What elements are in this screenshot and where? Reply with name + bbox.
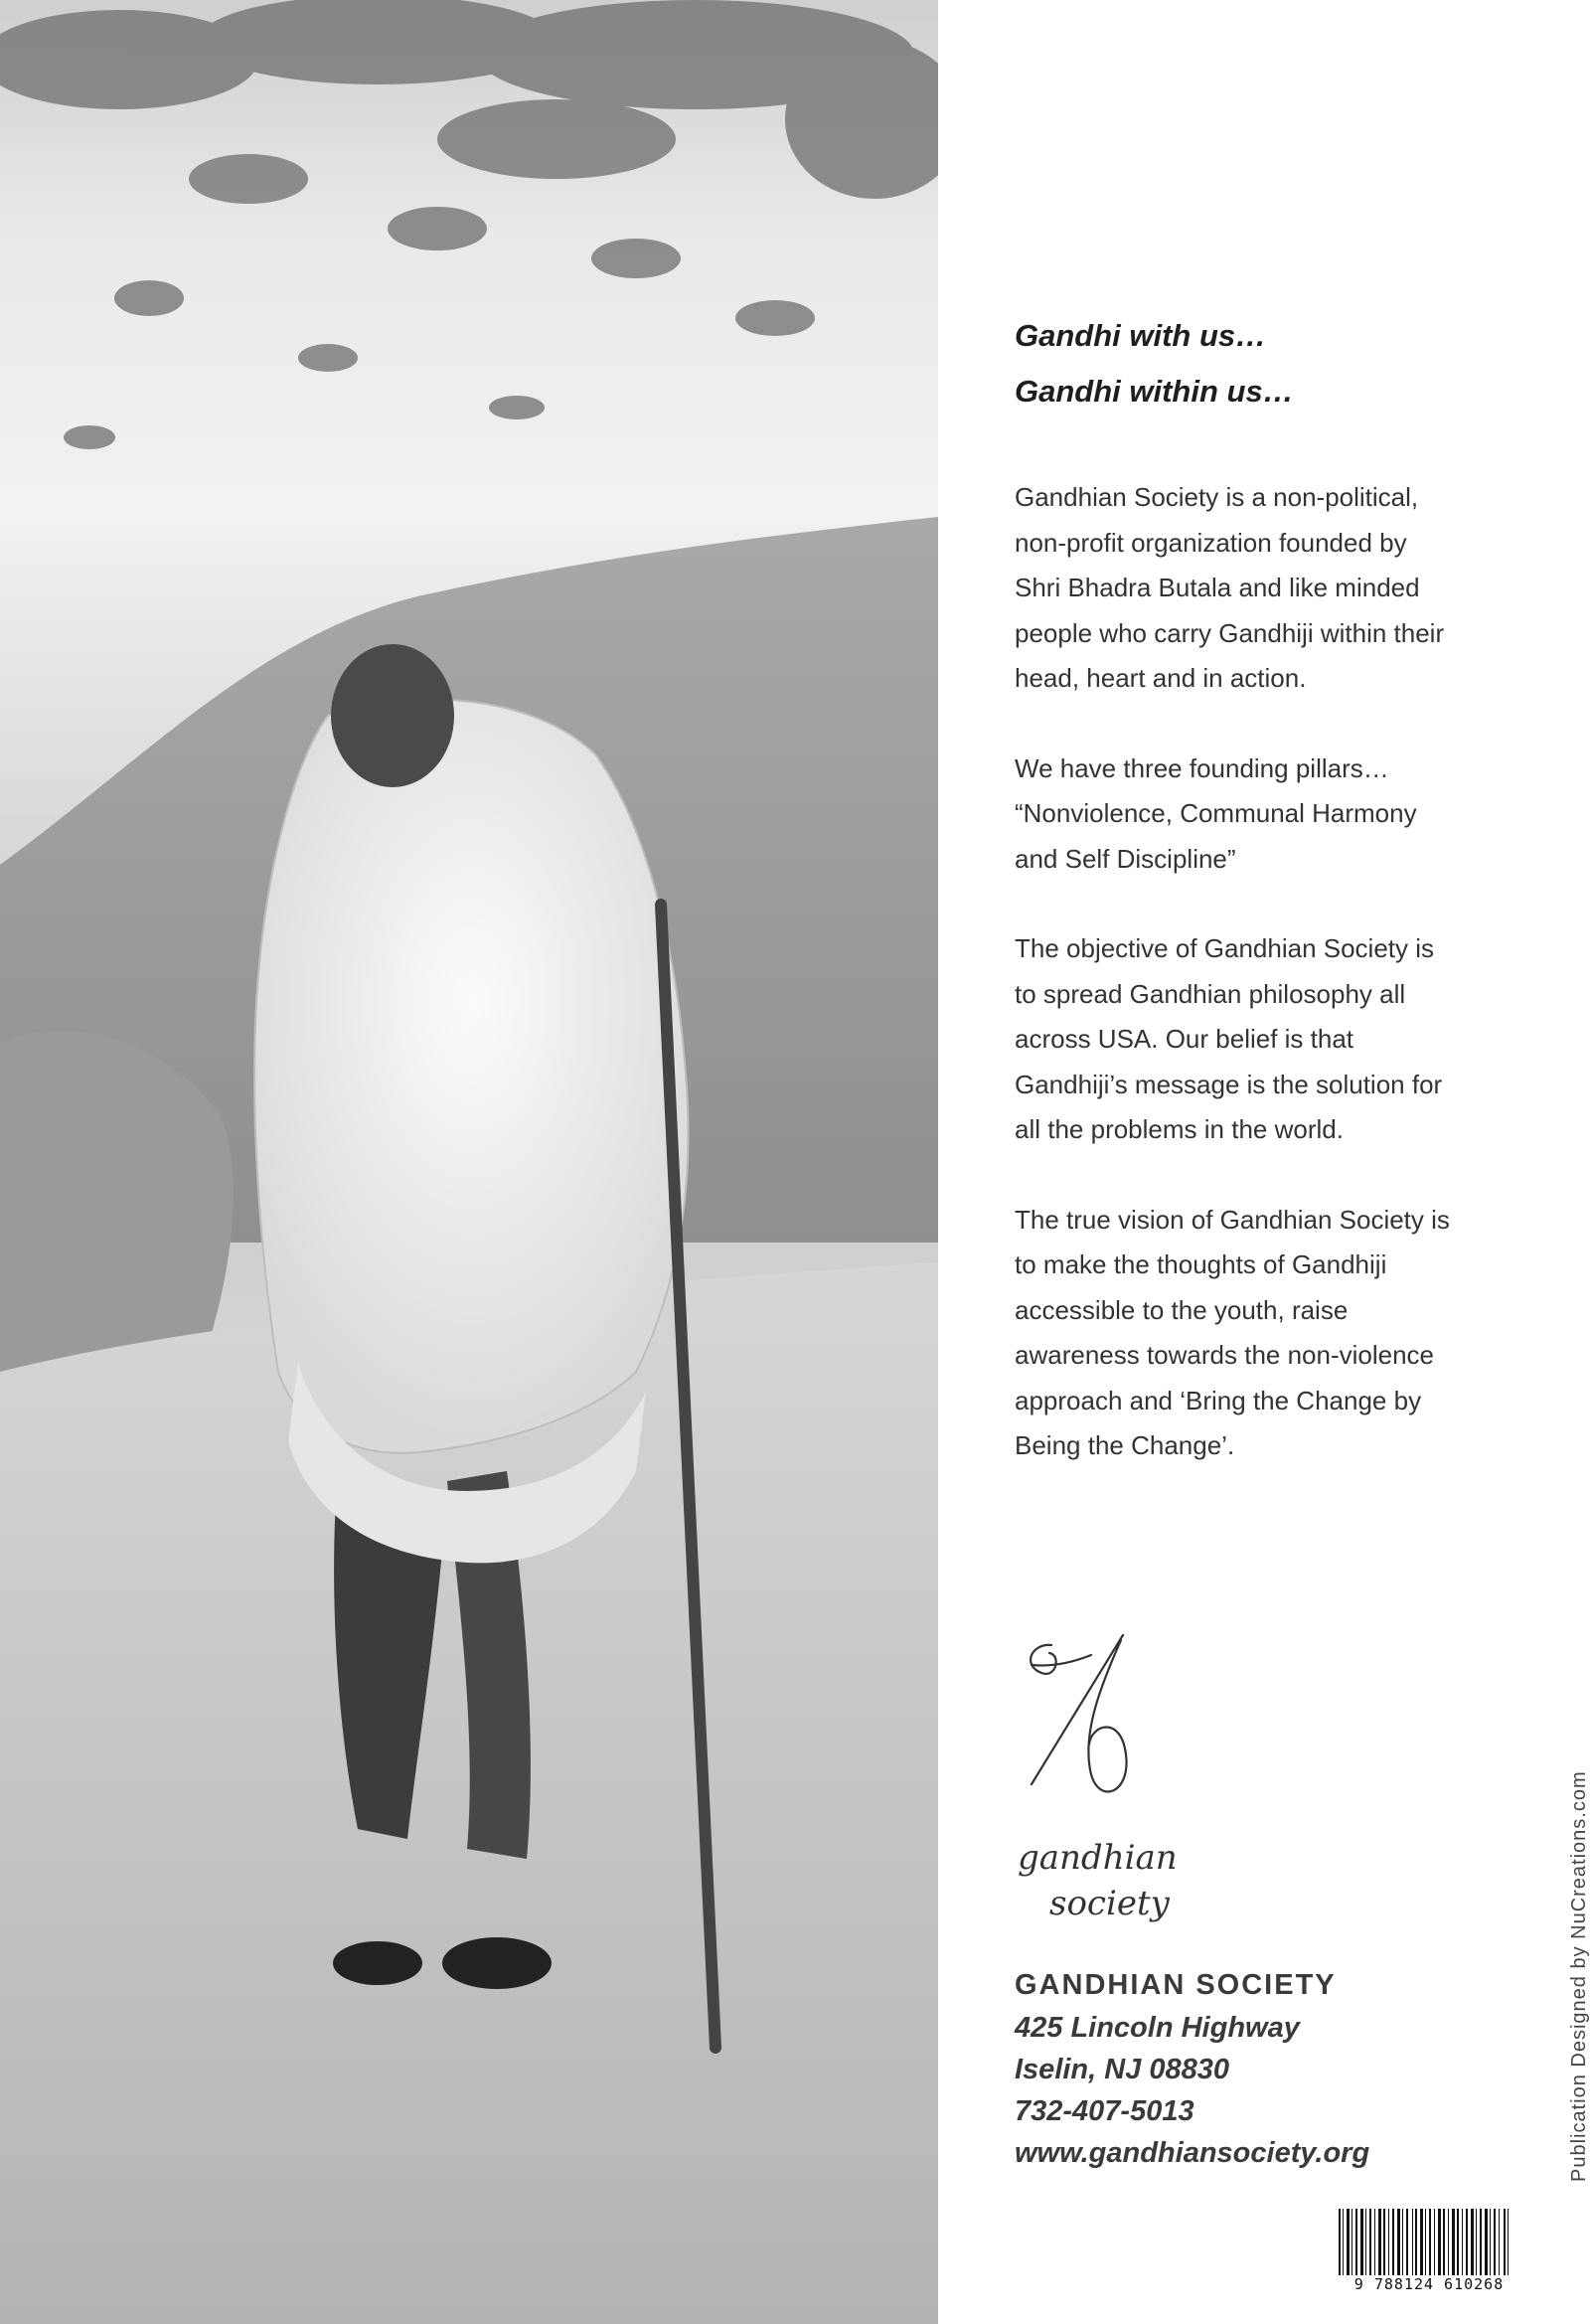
phone-number: 732-407-5013	[1015, 2095, 1194, 2127]
text-line: and Self Discipline”	[1015, 843, 1236, 874]
text-line: people who carry Gandhiji within their	[1015, 617, 1445, 648]
text-line: We have three founding pillars…	[1015, 752, 1389, 783]
tagline	[1015, 308, 1531, 419]
text-line: non-profit organization founded by	[1015, 527, 1407, 558]
text-line: Being the Change’.	[1015, 1430, 1235, 1460]
text-line: head, heart and in action.	[1015, 663, 1307, 693]
publication-credit: Publication Designed by NuCreations.com	[1568, 1770, 1590, 2182]
tagline-line-2: Gandhi within us…	[1015, 374, 1294, 409]
tagline-line-1: Gandhi with us…	[1015, 318, 1267, 353]
text-line: “Nonviolence, Communal Harmony	[1015, 798, 1417, 828]
gandhian-society-logo	[1010, 1827, 1208, 1936]
paragraph-vision	[1015, 1198, 1531, 1469]
contact-block	[1015, 1963, 1511, 2174]
text-line: all the problems in the world.	[1015, 1114, 1344, 1144]
paragraph-objective	[1015, 926, 1531, 1153]
logo-wordmark-line-2: society	[1049, 1884, 1170, 1923]
website-link: www.gandhiansociety.org	[1015, 2137, 1370, 2169]
text-line: The true vision of Gandhian Society is	[1015, 1204, 1450, 1235]
paragraph-pillars	[1015, 747, 1531, 883]
logo-wordmark-line-1: gandhian	[1018, 1838, 1178, 1878]
text-line: Gandhian Society is a non-political,	[1015, 482, 1419, 512]
text-line: accessible to the youth, raise	[1015, 1294, 1349, 1325]
text-line: Shri Bhadra Butala and like minded	[1015, 573, 1420, 602]
org-name: GANDHIAN SOCIETY	[1015, 1969, 1337, 2001]
text-line: to make the thoughts of Gandhiji	[1015, 1249, 1387, 1279]
text-line: awareness towards the non-violence	[1015, 1340, 1435, 1370]
text-line: Gandhiji’s message is the solution for	[1015, 1069, 1443, 1099]
address-line-1: 425 Lincoln Highway	[1015, 2012, 1300, 2044]
text-line: approach and ‘Bring the Change by	[1015, 1385, 1422, 1415]
text-line: to spread Gandhian philosophy all	[1015, 978, 1406, 1009]
paragraph-about	[1015, 475, 1531, 702]
description-block	[1015, 475, 1531, 1514]
barcode-number: 9 788124 610268	[1335, 2275, 1523, 2293]
text-line: across USA. Our belief is that	[1015, 1024, 1354, 1054]
address-line-2: Iselin, NJ 08830	[1015, 2054, 1230, 2085]
signature-mark-icon	[1012, 1625, 1161, 1824]
text-line: The objective of Gandhian Society is	[1015, 933, 1435, 963]
barcode-icon	[1335, 2209, 1523, 2308]
